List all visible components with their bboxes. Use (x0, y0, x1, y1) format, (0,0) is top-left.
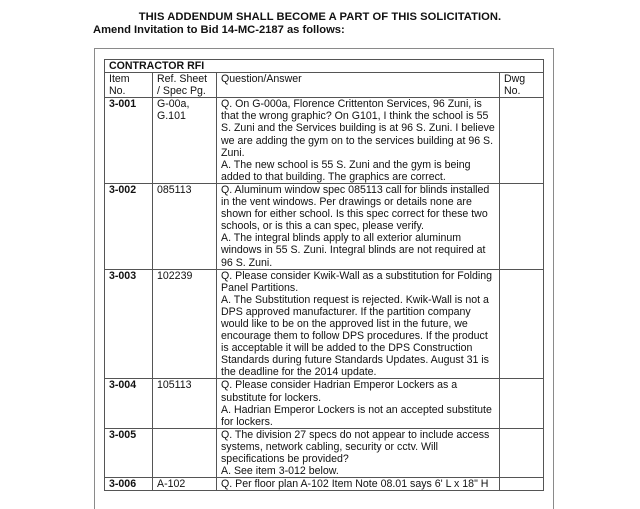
table-row (105, 98, 544, 184)
header-dwg-no (500, 73, 544, 98)
header-item-no-line2: No. (109, 85, 126, 98)
ref-sheet-cell (153, 98, 217, 184)
rfi-table (104, 59, 544, 491)
table-row (105, 428, 544, 477)
header-item-no-line1: Item (109, 73, 130, 86)
dwg-no-cell (500, 183, 544, 269)
addendum-subtitle: Amend Invitation to Bid 14-MC-2187 as follows: (93, 24, 345, 36)
answer-text: A. The new school is 55 S. Zuni and the gym is being added to that building. The graphics are correct. (221, 158, 471, 183)
question-text: Q. Aluminum window spec 085113 call for blinds installed in the vent windows. Per drawings or details none are shown for either school. Is this spec correct for these two schools, or is this a can spec, please verify. (221, 183, 490, 233)
item-no-cell: 3-003 (105, 269, 153, 379)
ref-sheet-line: 105113 (157, 379, 192, 392)
item-no-cell: 3-006 (105, 478, 153, 491)
question-text: Q. On G-000a, Florence Crittenton Services, 96 Zuni, is that the wrong graphic? On G101, I think the school is 55 S. Zuni and the Services building is at 96 S. Zuni. I believe we are adding the gym on to the services building at 96 S. Zuni. (221, 98, 495, 159)
question-text: Q. Please consider Hadrian Emperor Lockers as a substitute for lockers. (221, 379, 458, 404)
question-answer-cell (217, 269, 500, 379)
header-ref-sheet-line2: / Spec Pg. (157, 85, 206, 98)
ref-sheet-cell (153, 379, 217, 428)
item-no-cell: 3-001 (105, 98, 153, 184)
header-item-no (105, 73, 153, 98)
answer-text: A. The integral blinds apply to all exterior aluminum windows in 55 S. Zuni. Integral blinds are not required at 96 S. Zuni. (221, 232, 486, 269)
ref-sheet-line: G-00a, (157, 98, 190, 111)
ref-sheet-line: 085113 (157, 183, 192, 196)
question-answer-cell (217, 379, 500, 428)
header-ref-sheet-line1: Ref. Sheet (157, 73, 208, 86)
ref-sheet-line: G.101 (157, 110, 186, 123)
item-no-cell: 3-005 (105, 428, 153, 477)
addendum-title: THIS ADDENDUM SHALL BECOME A PART OF THIS SOLICITATION. (138, 11, 502, 23)
dwg-no-cell (500, 98, 544, 184)
dwg-no-cell (500, 269, 544, 379)
question-text: Q. The division 27 specs do not appear to include access systems, network cabling, security or cctv. Will specifications be provided? (221, 428, 490, 465)
section-title-row (105, 60, 544, 73)
section-title: CONTRACTOR RFI (105, 60, 544, 73)
table-row (105, 183, 544, 269)
header-question-answer: Question/Answer (217, 73, 500, 98)
question-answer-cell (217, 183, 500, 269)
answer-text: A. Hadrian Emperor Lockers is not an accepted substitute for lockers. (221, 403, 492, 428)
question-text: Q. Per floor plan A-102 Item Note 08.01 says 6' L x 18" H (221, 478, 489, 491)
answer-text: A. See item 3-012 below. (221, 465, 339, 478)
item-no-cell: 3-002 (105, 183, 153, 269)
question-answer-cell (217, 98, 500, 184)
ref-sheet-cell (153, 269, 217, 379)
answer-text: A. The Substitution request is rejected. Kwik-Wall is not a DPS approved manufacturer. If the partition company would like to be on the approved list in the future, we encourage them to follow DPS procedures. If the product is acceptable it will be added to the DPS Construction Standards during future Standards Updates. August 31 is the deadline for the 2014 update. (221, 293, 489, 379)
ref-sheet-cell (153, 183, 217, 269)
question-text: Q. Please consider Kwik-Wall as a substitution for Folding Panel Partitions. (221, 269, 493, 294)
item-no-cell: 3-004 (105, 379, 153, 428)
header-dwg-no-line1: Dwg (504, 73, 526, 86)
table-row (105, 269, 544, 379)
ref-sheet-cell (153, 428, 217, 477)
ref-sheet-line: 102239 (157, 269, 193, 282)
header-row (105, 73, 544, 98)
ref-sheet-line: A-102 (157, 478, 186, 491)
table-row (105, 379, 544, 428)
question-answer-cell (217, 428, 500, 477)
dwg-no-cell (500, 379, 544, 428)
header-ref-sheet (153, 73, 217, 98)
dwg-no-cell (500, 428, 544, 477)
header-dwg-no-line2: No. (504, 85, 521, 98)
